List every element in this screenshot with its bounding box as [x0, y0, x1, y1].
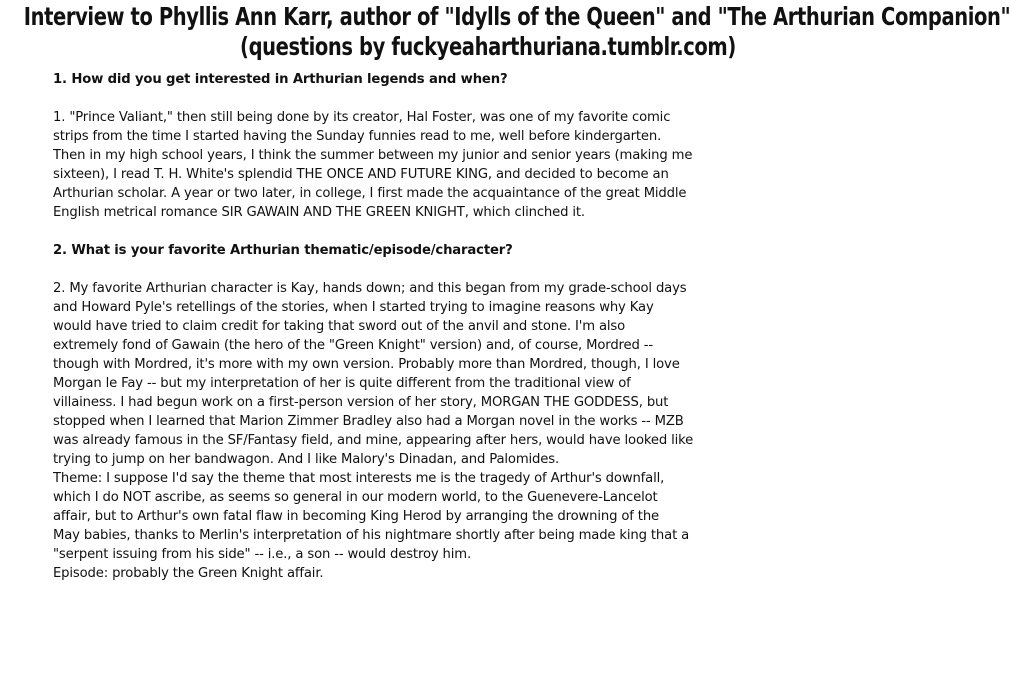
title-line-main: Interview to Phyllis Ann Karr, author of "Idylls of the Queen" and "The Arthurian Companion" [23, 2, 1010, 31]
answer-2-line: villainess. I had begun work on a first-person version of her story, MORGAN THE GODDESS, but [53, 395, 669, 410]
answer-2-line: "serpent issuing from his side" -- i.e., a son -- would destroy him. [53, 547, 472, 562]
answer-2-line: Episode: probably the Green Knight affair. [53, 566, 324, 581]
interview-content [53, 70, 733, 602]
answer-2-line: Theme: I suppose I'd say the theme that most interests me is the tragedy of Arthur's downfall, [53, 471, 665, 486]
answer-1-line: 1. "Prince Valiant," then still being done by its creator, Hal Foster, was one of my favorite comic [53, 110, 671, 125]
answer-2 [53, 279, 733, 583]
answer-1 [53, 108, 733, 222]
answer-2-line: 2. My favorite Arthurian character is Kay, hands down; and this began from my grade-school days [53, 281, 687, 296]
answer-1-line: Arthurian scholar. A year or two later, in college, I first made the acquaintance of the great Middle [53, 186, 687, 201]
question-1: 1. How did you get interested in Arthurian legends and when? [53, 72, 508, 87]
answer-2-line: would have tried to claim credit for taking that sword out of the anvil and stone. I'm also [53, 319, 626, 334]
answer-2-line: May babies, thanks to Merlin's interpretation of his nightmare shortly after being made king that a [53, 528, 690, 543]
page-title [23, 2, 1010, 62]
answer-2-line: and Howard Pyle's retellings of the stories, when I started trying to imagine reasons why Kay [53, 300, 654, 315]
answer-1-line: English metrical romance SIR GAWAIN AND THE GREEN KNIGHT, which clinched it. [53, 205, 585, 220]
answer-2-line: trying to jump on her bandwagon. And I like Malory's Dinadan, and Palomides. [53, 452, 559, 467]
answer-2-line: stopped when I learned that Marion Zimmer Bradley also had a Morgan novel in the works -- MZB [53, 414, 684, 429]
title-line-credit: (questions by fuckyeaharthuriana.tumblr.com) [240, 32, 736, 61]
answer-2-line: extremely fond of Gawain (the hero of the "Green Knight" version) and, of course, Mordred -- [53, 338, 653, 353]
question-2: 2. What is your favorite Arthurian thematic/episode/character? [53, 243, 513, 258]
answer-1-line: Then in my high school years, I think the summer between my junior and senior years (making me [53, 148, 693, 163]
answer-2-line: was already famous in the SF/Fantasy field, and mine, appearing after hers, would have looked like [53, 433, 694, 448]
answer-2-line: which I do NOT ascribe, as seems so general in our modern world, to the Guenevere-Lancelot [53, 490, 658, 505]
answer-2-line: affair, but to Arthur's own fatal flaw in becoming King Herod by arranging the drowning of the [53, 509, 659, 524]
answer-1-line: sixteen), I read T. H. White's splendid THE ONCE AND FUTURE KING, and decided to become an [53, 167, 669, 182]
answer-2-line: though with Mordred, it's more with my own version. Probably more than Mordred, though, I love [53, 357, 680, 372]
answer-1-line: strips from the time I started having the Sunday funnies read to me, well before kindergarten. [53, 129, 662, 144]
answer-2-line: Morgan le Fay -- but my interpretation of her is quite different from the traditional view of [53, 376, 631, 391]
